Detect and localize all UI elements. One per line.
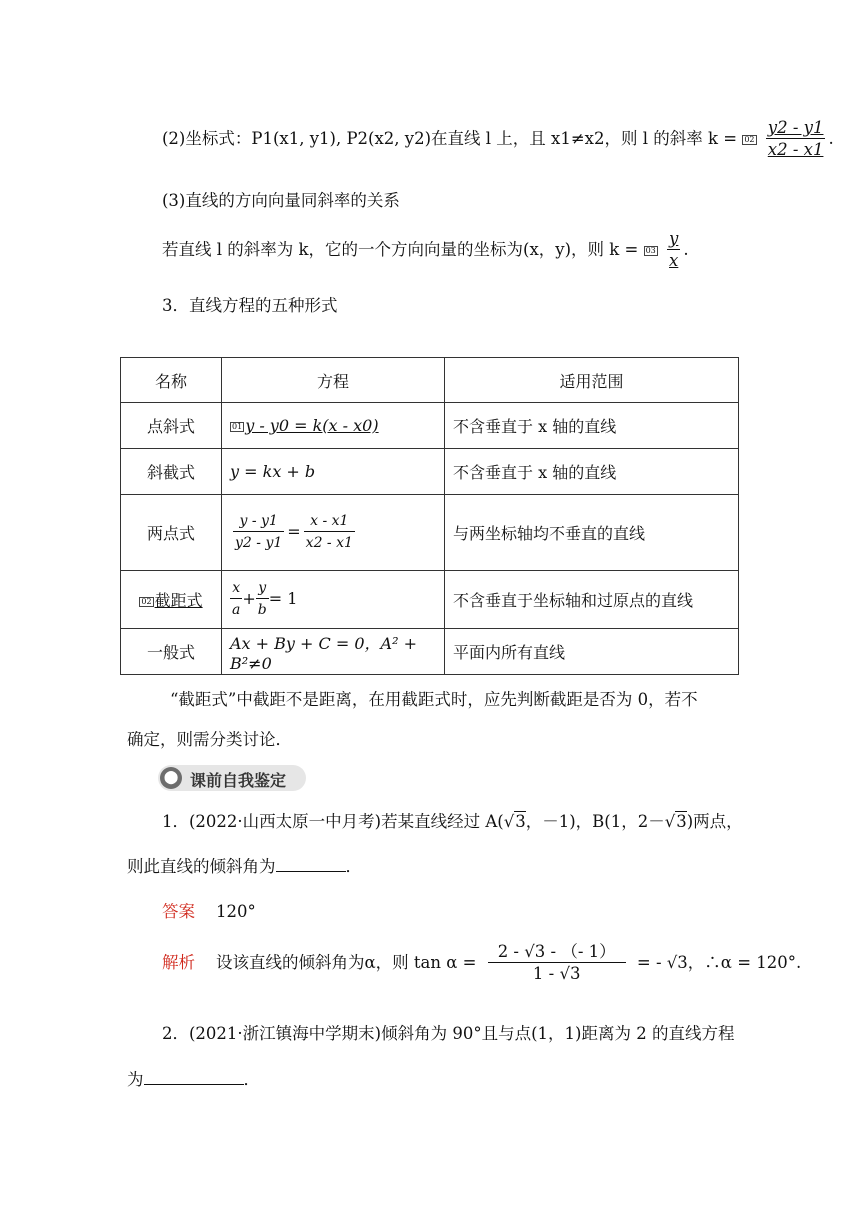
analysis-text: 设该直线的倾斜角为α，则 tan α =: [215, 953, 477, 972]
two-point-den-right: x2 - x1: [305, 535, 353, 551]
intercept-name: 截距式: [154, 591, 203, 610]
marker-03: 03: [645, 245, 656, 255]
intercept-a: a: [232, 602, 241, 618]
intercept-tail: = 1: [268, 589, 298, 608]
analysis-line: [162, 942, 801, 985]
marker-01: 01: [232, 421, 243, 431]
note-line-2: 确定，则需分类讨论．: [127, 730, 292, 749]
table-row: [121, 571, 739, 629]
marker-02: 02: [141, 596, 152, 606]
direction-numerator: y: [669, 229, 679, 248]
answer-line: [162, 898, 256, 922]
q1-text-a: 1．(2022·山西太原一中月考)若某直线经过 A(: [162, 812, 504, 831]
slope-numerator: y2 - y1: [767, 118, 824, 137]
header-equation: 方程: [222, 358, 445, 403]
row-equation: [222, 495, 445, 571]
row-name: 两点式: [121, 495, 222, 571]
direction-denominator: x: [669, 251, 679, 270]
intercept-plus: +: [242, 589, 256, 608]
header-name: 名称: [121, 358, 222, 403]
row-name: 点斜式: [121, 403, 222, 449]
row-equation: [222, 403, 445, 449]
q1-sqrt-1: 3: [515, 812, 526, 831]
analysis-numerator: 2 - √3 - （- 1）: [488, 942, 626, 963]
relation-title: (3)直线的方向向量同斜率的关系: [162, 191, 400, 210]
table-row: [121, 403, 739, 449]
q1-text-c: )两点，: [686, 812, 743, 831]
two-point-equals: =: [287, 522, 301, 541]
table-row: [121, 449, 739, 495]
question-2-line-2: [127, 1066, 260, 1090]
q1-text-b: ，－1)，B(1，2－: [525, 812, 665, 831]
q2-line2-end: ．: [243, 1070, 260, 1089]
two-point-num-right: x - x1: [304, 511, 355, 532]
two-point-den-left: y2 - y1: [235, 535, 283, 551]
section-badge: [158, 765, 306, 791]
badge-icon: ⬤: [160, 767, 182, 789]
coord-form-text: (2)坐标式：P1(x1, y1), P2(x2, y2)在直线 l 上，且 x1≠x2，则 l 的斜率 k =: [162, 129, 738, 148]
direction-fraction: [667, 229, 680, 272]
table-row: [121, 495, 739, 571]
intercept-x: x: [230, 578, 242, 599]
table-row: [121, 629, 739, 675]
row-name: 斜截式: [121, 449, 222, 495]
slope-denominator: x2 - x1: [767, 140, 824, 159]
q1-line2-text: 则此直线的倾斜角为: [127, 857, 276, 876]
slope-fraction: [766, 118, 826, 161]
q1-line2-end: ．: [345, 857, 362, 876]
two-point-num-left: y - y1: [233, 511, 284, 532]
point-slope-equation: y - y0 = k(x - x0): [245, 416, 379, 435]
answer-blank[interactable]: [276, 857, 346, 872]
badge-title: 课前自我鉴定: [190, 771, 287, 790]
row-name: [121, 571, 222, 629]
note-line-1: “截距式”中截距不是距离，在用截距式时，应先判断截距是否为 0，若不: [170, 690, 698, 709]
row-scope: 不含垂直于 x 轴的直线: [445, 449, 739, 495]
section-title: 3．直线方程的五种形式: [162, 296, 338, 315]
analysis-label: 解析: [162, 953, 195, 972]
row-equation: y = kx + b: [222, 449, 445, 495]
answer-value: 120°: [215, 902, 256, 921]
q2-line2-text: 为: [127, 1070, 144, 1089]
intercept-b: b: [257, 602, 267, 618]
q1-sqrt-2: 3: [676, 812, 687, 831]
row-equation: Ax + By + C = 0，A² + B²≠0: [222, 629, 445, 675]
row-name: 一般式: [121, 629, 222, 675]
row-equation: [222, 571, 445, 629]
line-equation-table: [120, 357, 739, 675]
question-2-line-1: 2．(2021·浙江镇海中学期末)倾斜角为 90°且与点(1，1)距离为 2 的直线方程: [162, 1024, 735, 1043]
row-scope: 不含垂直于 x 轴的直线: [445, 403, 739, 449]
answer-blank[interactable]: [144, 1070, 244, 1085]
relation-text: 若直线 l 的斜率为 k，它的一个方向向量的坐标为(x，y)，则 k =: [162, 240, 639, 259]
row-scope: 平面内所有直线: [445, 629, 739, 675]
marker-02: 02: [744, 134, 755, 144]
analysis-tail: = - √3，∴α = 120°.: [636, 953, 802, 972]
header-scope: 适用范围: [445, 358, 739, 403]
coord-form-line: (2)坐标式：P1(x1, y1), P2(x2, y2)在直线 l 上，且 x1≠x2，则 l 的斜率 k = 02 $\frac{y2 - y1}{x2 - x1}$ .: [162, 118, 834, 159]
analysis-denominator: 1 - √3: [532, 964, 581, 983]
row-scope: 不含垂直于坐标轴和过原点的直线: [445, 571, 739, 629]
question-1-line-2: [127, 853, 362, 877]
intercept-y: y: [256, 578, 269, 599]
answer-label: 答案: [162, 902, 195, 921]
question-1-line-1: 1．(2022·山西太原一中月考)若某直线经过 A(√3，－1)，B(1，2－√3)两点，: [162, 812, 743, 831]
relation-line: 若直线 l 的斜率为 k，它的一个方向向量的坐标为(x，y)，则 k = 03 $\frac{y}{x}$ .: [162, 229, 689, 270]
row-scope: 与两坐标轴均不垂直的直线: [445, 495, 739, 571]
